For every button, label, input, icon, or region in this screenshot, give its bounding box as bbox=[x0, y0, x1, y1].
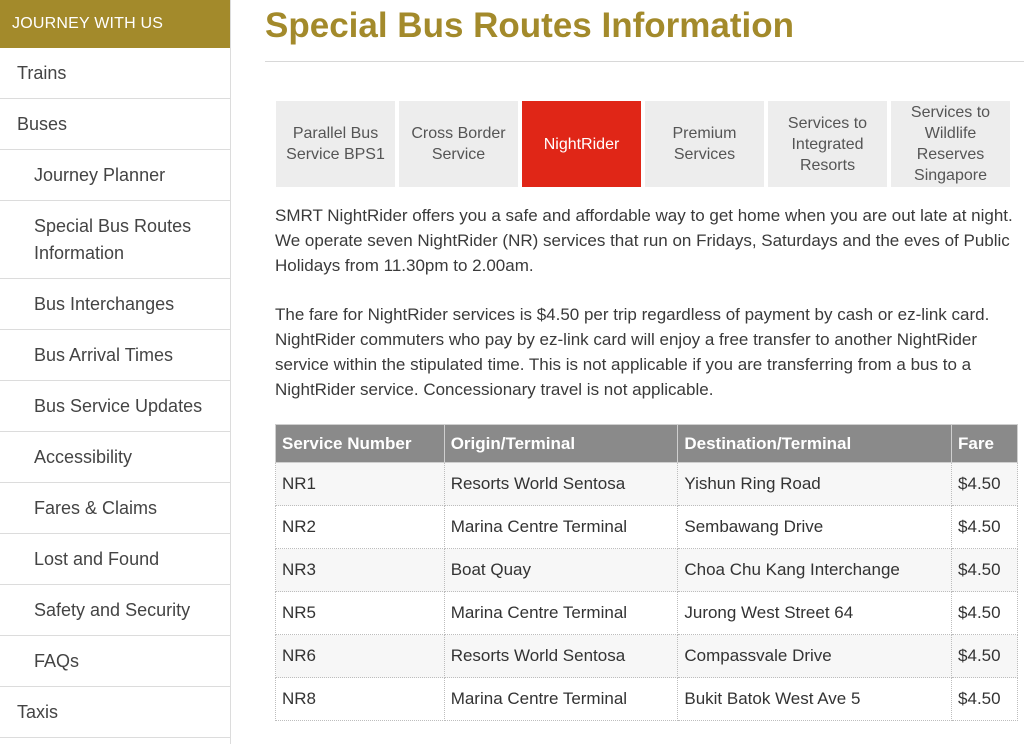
table-row bbox=[276, 592, 1018, 635]
sidebar-item-trains[interactable]: Trains bbox=[0, 48, 230, 99]
sidebar-item-bus-arrival-times[interactable]: Bus Arrival Times bbox=[0, 330, 230, 381]
sidebar-item-fares-claims[interactable]: Fares & Claims bbox=[0, 483, 230, 534]
table-row bbox=[276, 678, 1018, 721]
main-content bbox=[265, 0, 1024, 744]
cell-origin: Marina Centre Terminal bbox=[444, 678, 678, 721]
header-destination: Destination/Terminal bbox=[678, 425, 952, 463]
cell-service-number: NR2 bbox=[276, 506, 445, 549]
cell-service-number: NR3 bbox=[276, 549, 445, 592]
tab-cross-border-service[interactable]: Cross Border Service bbox=[399, 101, 518, 187]
tab-parallel-bus-service[interactable]: Parallel Bus Service BPS1 bbox=[276, 101, 395, 187]
tab-premium-services[interactable]: Premium Services bbox=[645, 101, 764, 187]
title-divider bbox=[265, 61, 1024, 62]
header-origin: Origin/Terminal bbox=[444, 425, 678, 463]
sidebar-item-accessibility[interactable]: Accessibility bbox=[0, 432, 230, 483]
sidebar-header: JOURNEY WITH US bbox=[0, 0, 230, 48]
table-row bbox=[276, 506, 1018, 549]
fare-paragraph: The fare for NightRider services is $4.50 per trip regardless of payment by cash or ez-link card. NightRider commuters who pay by ez-link card will enjoy a free transfer to another NightRider service within the stipulated time. This is not applicable if you are transferring from a bus to a NightRider service. Concessionary travel is not applicable. bbox=[275, 305, 990, 399]
cell-destination: Compassvale Drive bbox=[678, 635, 952, 678]
sidebar-item-faqs[interactable]: FAQs bbox=[0, 636, 230, 687]
cell-origin: Boat Quay bbox=[444, 549, 678, 592]
sidebar-item-taxis[interactable]: Taxis bbox=[0, 687, 230, 738]
table-row bbox=[276, 635, 1018, 678]
cell-fare: $4.50 bbox=[952, 678, 1018, 721]
sidebar-nav bbox=[0, 0, 231, 744]
cell-fare: $4.50 bbox=[952, 463, 1018, 506]
sidebar-item-special-bus-routes[interactable]: Special Bus Routes Information bbox=[0, 201, 230, 279]
cell-fare: $4.50 bbox=[952, 506, 1018, 549]
tab-nightrider[interactable]: NightRider bbox=[522, 101, 641, 187]
intro-text bbox=[275, 203, 1015, 402]
table-header-row bbox=[276, 425, 1018, 463]
cell-origin: Resorts World Sentosa bbox=[444, 635, 678, 678]
cell-service-number: NR1 bbox=[276, 463, 445, 506]
header-fare: Fare bbox=[952, 425, 1018, 463]
sidebar-item-bus-interchanges[interactable]: Bus Interchanges bbox=[0, 279, 230, 330]
intro-paragraph: SMRT NightRider offers you a safe and affordable way to get home when you are out late at night. We operate seven NightRider (NR) services that run on Fridays, Saturdays and the eves of Public Holidays from 11.30pm to 2.00am. bbox=[275, 206, 1013, 275]
cell-destination: Jurong West Street 64 bbox=[678, 592, 952, 635]
cell-destination: Yishun Ring Road bbox=[678, 463, 952, 506]
page-title: Special Bus Routes Information bbox=[265, 6, 794, 45]
cell-destination: Bukit Batok West Ave 5 bbox=[678, 678, 952, 721]
nightrider-routes-table bbox=[275, 424, 1018, 721]
cell-fare: $4.50 bbox=[952, 592, 1018, 635]
route-tabs bbox=[276, 101, 1010, 187]
cell-service-number: NR6 bbox=[276, 635, 445, 678]
cell-origin: Marina Centre Terminal bbox=[444, 592, 678, 635]
cell-destination: Choa Chu Kang Interchange bbox=[678, 549, 952, 592]
cell-origin: Resorts World Sentosa bbox=[444, 463, 678, 506]
tab-wildlife-reserves[interactable]: Services to Wildlife Reserves Singapore bbox=[891, 101, 1010, 187]
cell-origin: Marina Centre Terminal bbox=[444, 506, 678, 549]
sidebar-item-safety-security[interactable]: Safety and Security bbox=[0, 585, 230, 636]
sidebar-item-bus-service-updates[interactable]: Bus Service Updates bbox=[0, 381, 230, 432]
cell-service-number: NR8 bbox=[276, 678, 445, 721]
table-row bbox=[276, 463, 1018, 506]
sidebar-item-lost-and-found[interactable]: Lost and Found bbox=[0, 534, 230, 585]
cell-service-number: NR5 bbox=[276, 592, 445, 635]
table-row bbox=[276, 549, 1018, 592]
sidebar-item-buses[interactable]: Buses bbox=[0, 99, 230, 150]
cell-fare: $4.50 bbox=[952, 549, 1018, 592]
cell-destination: Sembawang Drive bbox=[678, 506, 952, 549]
cell-fare: $4.50 bbox=[952, 635, 1018, 678]
sidebar-item-journey-planner[interactable]: Journey Planner bbox=[0, 150, 230, 201]
header-service-number: Service Number bbox=[276, 425, 445, 463]
tab-integrated-resorts[interactable]: Services to Integrated Resorts bbox=[768, 101, 887, 187]
